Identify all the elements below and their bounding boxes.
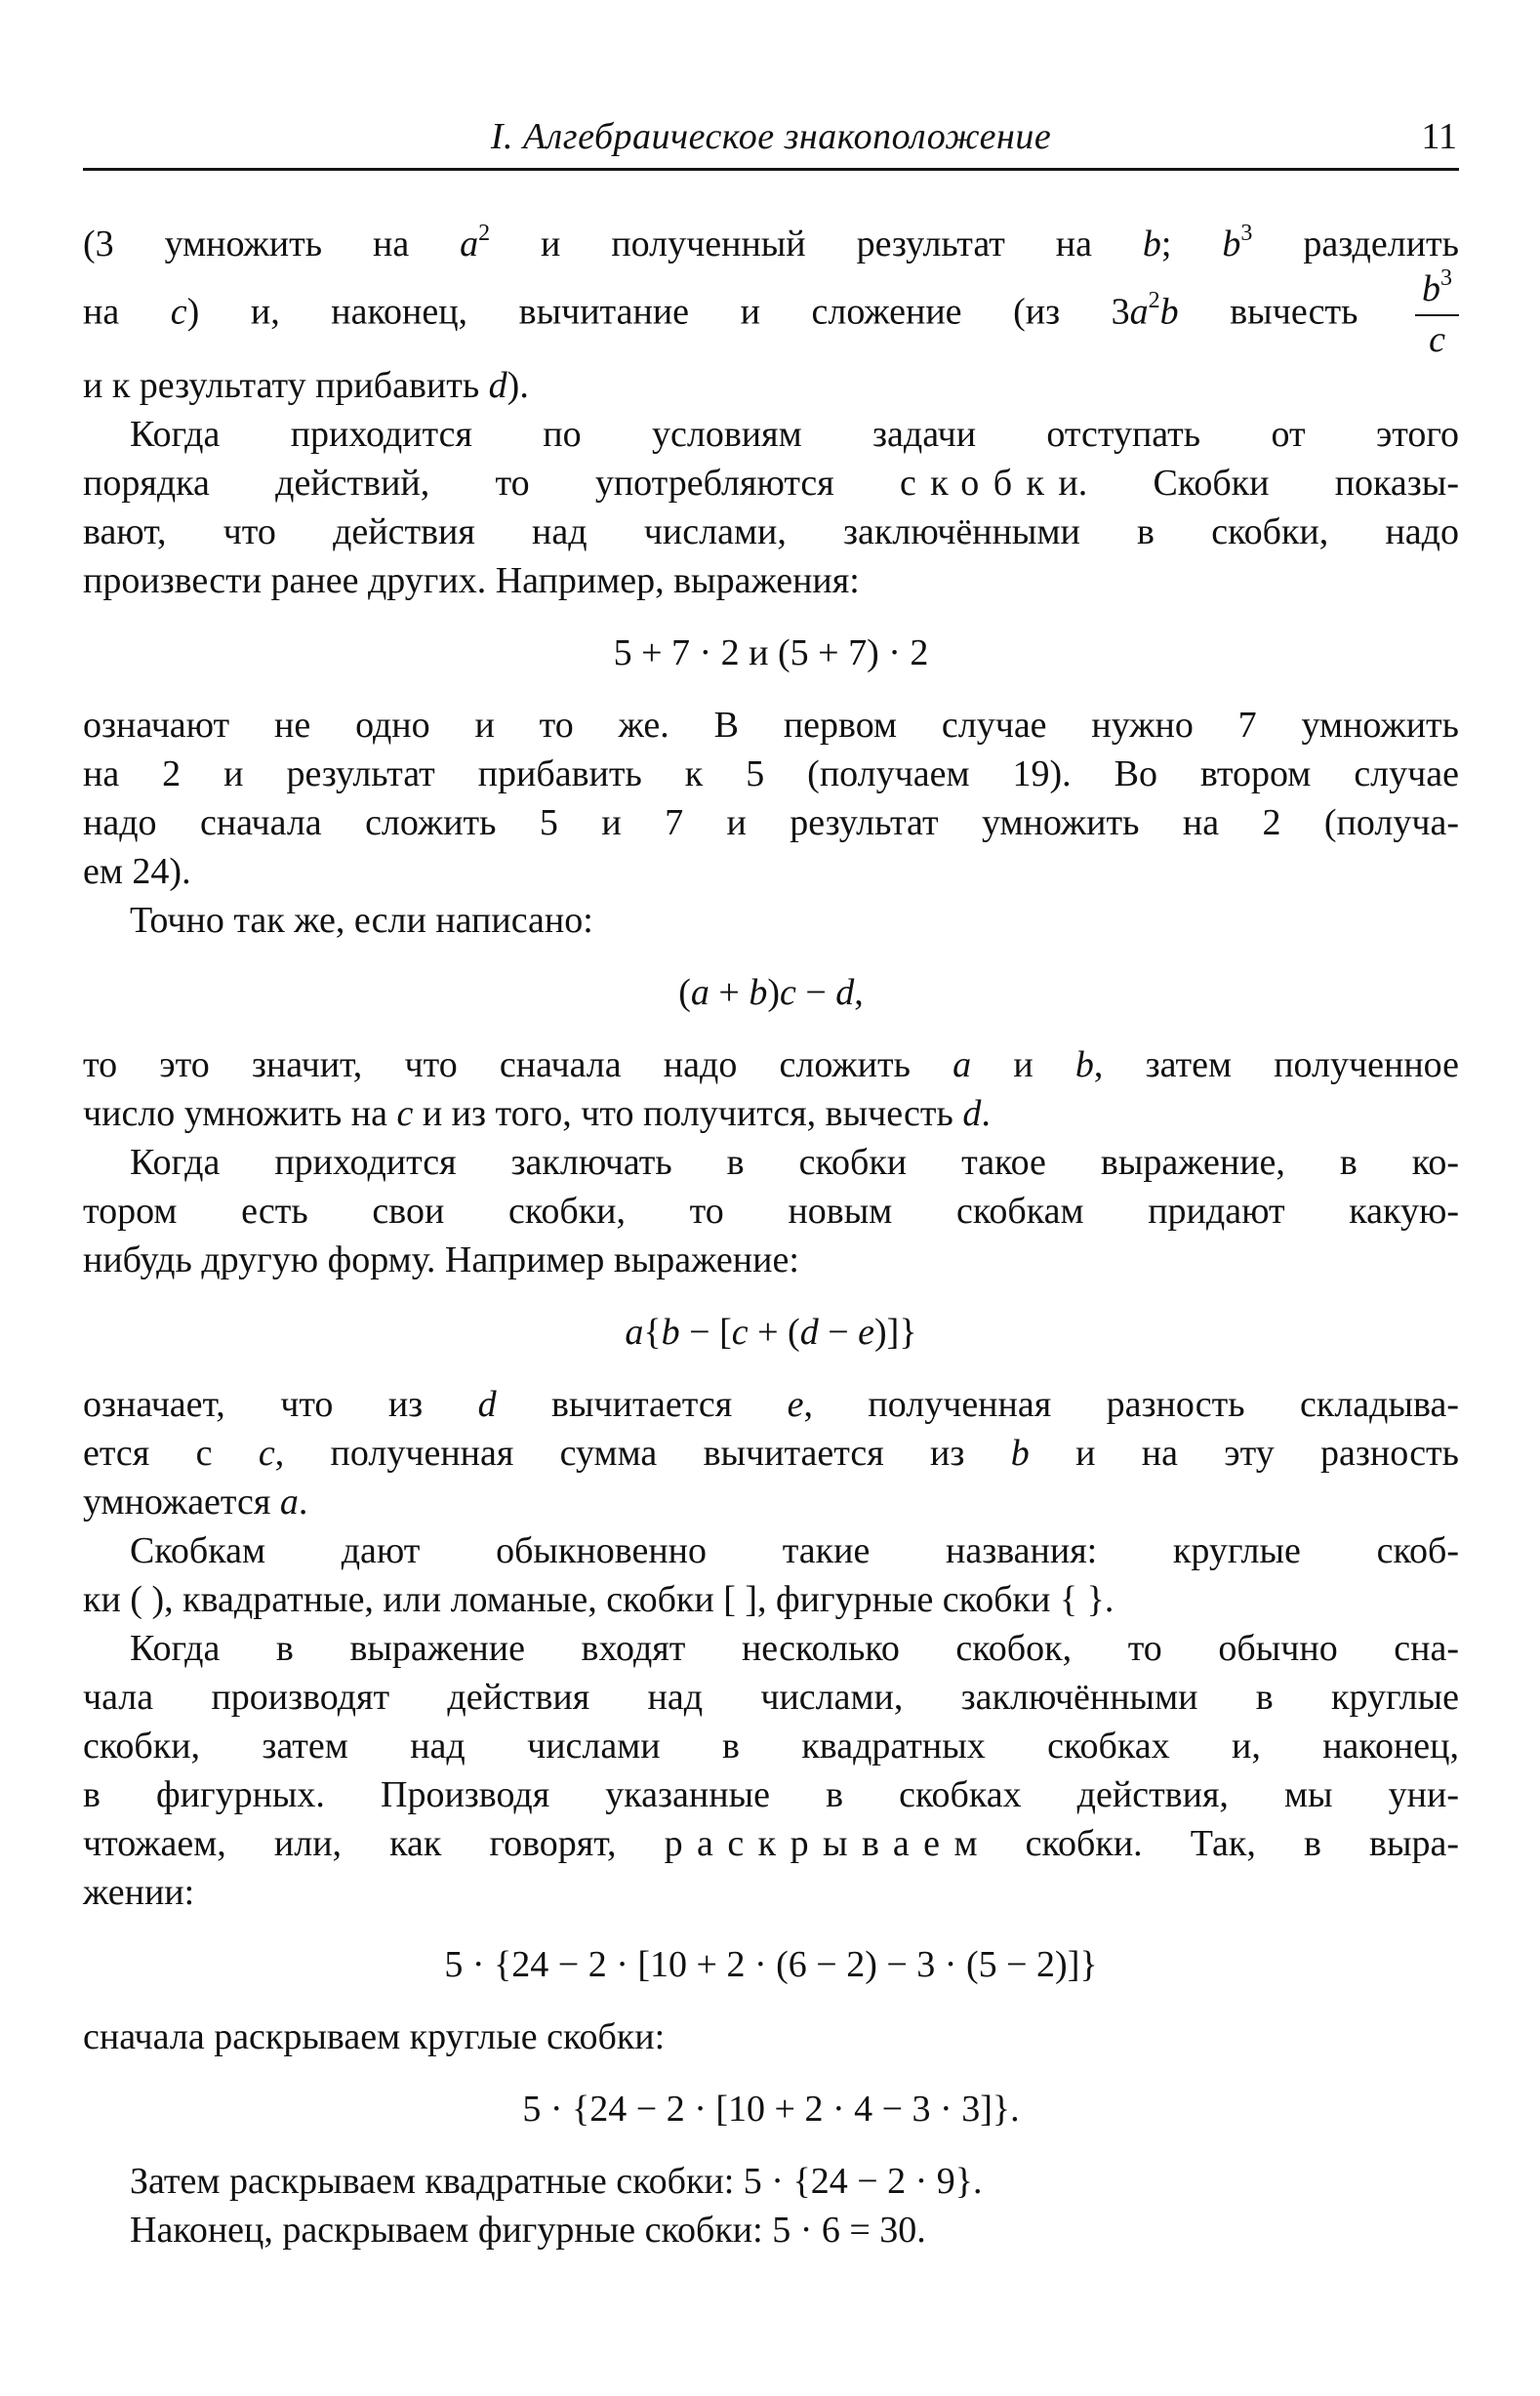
math-variable: b [1222,223,1241,264]
math-variable: b [1159,291,1179,333]
text-run: Скобкам дают обыкновенно такие названия: круглые скоб- [130,1530,1459,1572]
text-run: вычесть [1178,291,1410,333]
text-run: , полученная разность складыва- [803,1384,1459,1426]
text-line [83,1429,1459,1478]
text-line [83,847,1459,896]
text-line [83,220,1459,268]
letterspaced-word: скобки [899,463,1093,505]
text-run: число умножить на [83,1093,397,1135]
math-variable: d [835,972,855,1014]
paragraph [83,1138,1459,1284]
text-line [83,896,1459,945]
text-run: 5 · {24 − 2 · [10 + 2 · (6 − 2) − 3 · (5 − 2)]} [444,1944,1098,1986]
paragraph [83,896,1459,945]
math-variable: d [962,1093,982,1135]
math-variable: c [1429,318,1445,360]
math-variable: e [858,1312,875,1354]
text-run: ем 24). [83,851,191,893]
text-line [83,1380,1459,1429]
text-run: (3 умножить на [83,223,461,264]
text-line [83,2206,1459,2254]
math-variable: d [488,365,507,407]
math-variable: d [477,1384,497,1426]
page-number: 11 [1421,116,1457,157]
text-line [83,750,1459,798]
text-run: и полученный результат на [490,223,1143,264]
text-line [83,1624,1459,1673]
paragraph [83,1380,1459,1526]
math-variable: d [799,1312,819,1354]
superscript: 3 [1240,220,1253,246]
page-body [83,220,1459,2254]
text-line [83,1673,1459,1722]
text-line [83,701,1459,750]
text-line [83,264,1459,361]
math-variable: a [1129,291,1149,333]
text-run: − [ [679,1312,732,1354]
math-variable: c [396,1093,414,1135]
text-run: означают не одно и то же. В первом случае нужно 7 умножить [83,705,1459,747]
text-run: то это значит, что сначала надо сложить [83,1044,953,1086]
text-run: на 2 и результат прибавить к 5 (получаем 19). Во втором случае [83,753,1459,795]
text-run: . Скобки показы- [1077,463,1459,505]
text-line [83,1138,1459,1187]
text-line [83,1089,1459,1138]
display-formula [83,2085,1459,2133]
text-run: , полученная сумма вычитается из [274,1433,1011,1475]
letterspaced-word: раскрываем [664,1823,992,1865]
math-variable: a [279,1482,299,1523]
paragraph [83,1624,1459,1917]
text-run: произвести ранее других. Например, выражения: [83,560,860,602]
text-line [83,1478,1459,1526]
text-run: в фигурных. Производя указанные в скобках действия, мы уни- [83,1774,1459,1816]
text-run: сначала раскрываем круглые скобки: [83,2016,666,2058]
math-variable: c [258,1433,275,1475]
math-variable: a [460,223,479,264]
text-run: )]} [874,1312,917,1354]
text-line [83,2012,1459,2061]
paragraph [83,1526,1459,1624]
text-run: , затем полученное [1093,1044,1459,1086]
text-run: ется с [83,1433,259,1475]
text-line [83,1526,1459,1575]
text-run: + [709,972,750,1014]
math-variable: c [731,1312,749,1354]
math-variable: e [787,1384,804,1426]
text-line [83,2157,1459,2206]
text-run: Когда приходится заключать в скобки такое выражение, в ко- [130,1142,1459,1184]
text-run: { [643,1312,662,1354]
text-line [83,798,1459,847]
text-line [83,1236,1459,1284]
text-run: . [981,1093,991,1135]
text-run: скобки, затем над числами в квадратных скобках и, наконец, [83,1726,1459,1767]
math-variable: b [1074,1044,1094,1086]
paragraph [83,410,1459,605]
superscript: 3 [1440,264,1453,291]
paragraph [83,701,1459,896]
superscript: 2 [478,220,491,246]
text-run: тором есть свои скобки, то новым скобкам придают какую- [83,1191,1459,1233]
text-run: + ( [748,1312,800,1354]
chapter-title: I. Алгебраическое знакоположение [490,116,1052,157]
text-run: Наконец, раскрываем фигурные скобки: 5 · 6 = 30. [130,2210,926,2252]
math-variable: c [779,972,796,1014]
paragraph [83,1040,1459,1138]
running-header [83,115,1459,171]
paragraph [83,2157,1459,2206]
math-variable: b [661,1312,680,1354]
display-formula [83,1940,1459,1989]
text-run: вычитается [496,1384,788,1426]
text-run: . [298,1482,308,1523]
text-run: означает, что из [83,1384,478,1426]
text-run: ). [507,365,529,407]
fraction [1415,264,1459,361]
display-formula [83,629,1459,677]
paragraph [83,2206,1459,2254]
text-run: чала производят действия над числами, заключёнными в круглые [83,1677,1459,1719]
math-variable: b [1142,223,1161,264]
text-line [83,556,1459,605]
math-variable: a [690,972,709,1014]
text-run: разделить [1252,223,1459,264]
text-run: порядка действий, то употребляются [83,463,900,505]
superscript: 2 [1148,288,1160,314]
paragraph [83,2012,1459,2061]
text-run: надо сначала сложить 5 и 7 и результат умножить на 2 (получа- [83,802,1459,844]
text-line [83,1868,1459,1917]
text-run: умножается [83,1482,280,1523]
text-line [83,1575,1459,1624]
text-line [83,1722,1459,1770]
text-line [83,1040,1459,1089]
math-variable: a [625,1312,644,1354]
text-run: скобки. Так, в выра- [977,1823,1459,1865]
text-run: Точно так же, если написано: [130,900,593,942]
text-run: на [83,291,171,333]
text-run: ( [678,972,691,1014]
text-run: Затем раскрываем квадратные скобки: 5 · {24 − 2 · 9}. [130,2161,983,2203]
display-formula [83,968,1459,1017]
text-run: , [854,972,864,1014]
text-run: Когда приходится по условиям задачи отступать от этого [130,414,1459,456]
text-line [83,1770,1459,1819]
text-run: − [818,1312,859,1354]
text-run: 5 + 7 · 2 и (5 + 7) · 2 [613,632,929,674]
text-run: ) и, наконец, вычитание и сложение (из 3 [186,291,1130,333]
text-run: и [971,1044,1075,1086]
fraction-numerator [1415,264,1459,316]
text-line [83,508,1459,556]
text-line [83,459,1459,508]
paragraph [83,220,1459,410]
math-variable: b [1422,268,1441,309]
math-variable: c [170,291,187,333]
text-line [83,361,1459,410]
display-formula [83,1308,1459,1357]
text-run: и из того, что получится, вычесть [413,1093,963,1135]
math-variable: b [749,972,768,1014]
text-run: жении: [83,1872,195,1914]
text-run: нибудь другую форму. Например выражение: [83,1239,799,1281]
text-run: ; [1160,223,1223,264]
text-line [83,410,1459,459]
text-run: чтожаем, или, как говорят, [83,1823,665,1865]
text-run: ки ( ), квадратные, или ломаные, скобки [ ], фигурные скобки { }. [83,1579,1114,1621]
text-run: 5 · {24 − 2 · [10 + 2 · 4 − 3 · 3]}. [522,2089,1020,2131]
text-run: Когда в выражение входят несколько скобок, то обычно сна- [130,1628,1459,1670]
fraction-denominator [1415,316,1459,362]
text-run: вают, что действия над числами, заключёнными в скобки, надо [83,511,1459,553]
text-line [83,1819,1459,1868]
text-run: ) [767,972,780,1014]
math-variable: a [952,1044,972,1086]
text-line [83,1187,1459,1236]
text-run: и к результату прибавить [83,365,489,407]
text-run: и на эту разность [1029,1433,1459,1475]
text-run: − [795,972,836,1014]
math-variable: b [1010,1433,1030,1475]
